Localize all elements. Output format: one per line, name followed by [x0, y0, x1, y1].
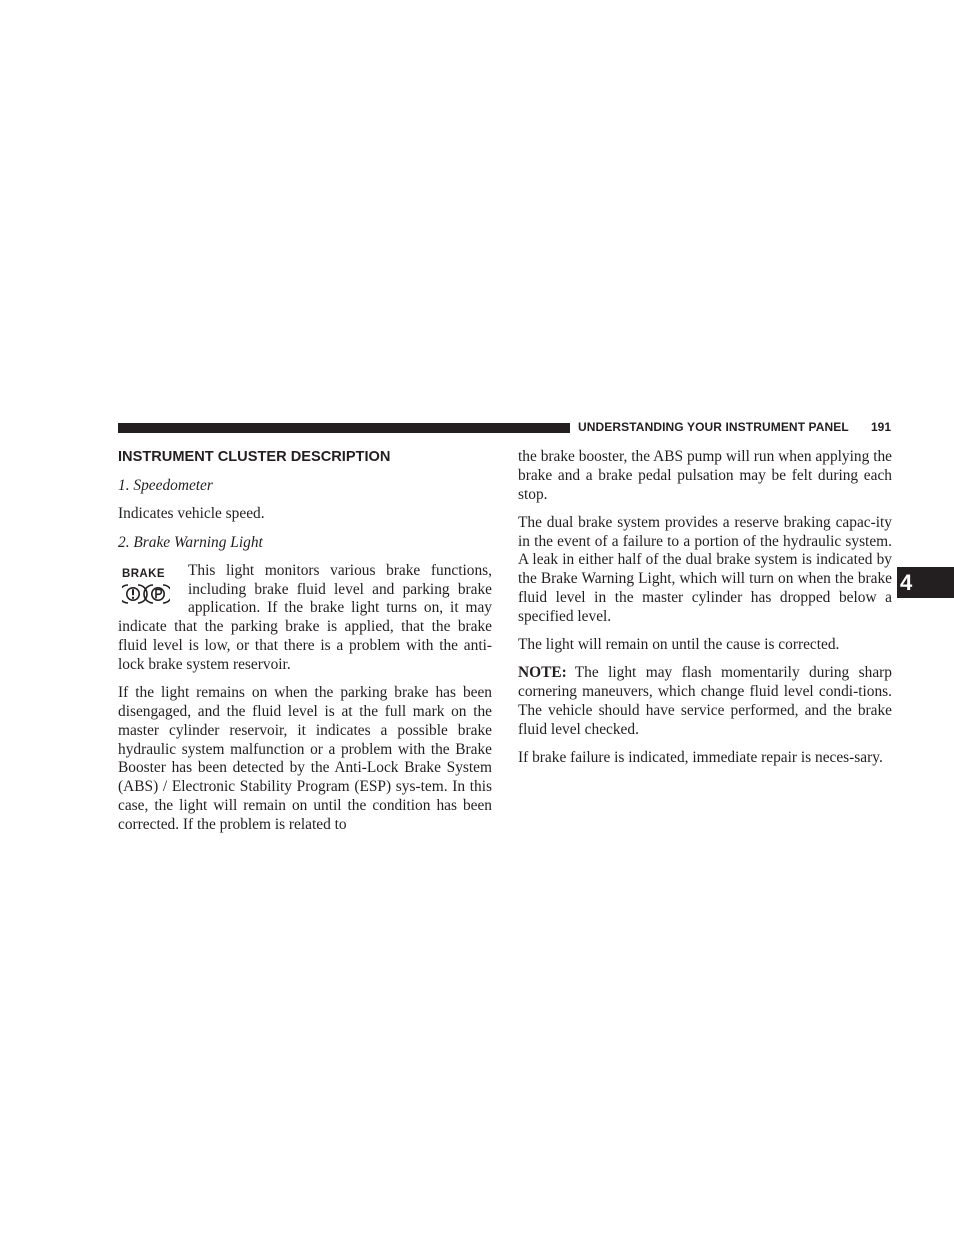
chapter-tab: 4 — [897, 567, 954, 598]
brake-light-paragraph-1: This light monitors various brake functions, including brake fluid level and parking brake application. If the brake light turns on, it may indicate that the parking brake is applied, that the brake fluid level is low, or that there is a problem with the anti-lock brake system reservoir. — [118, 561, 492, 673]
light-remains-paragraph: The light will remain on until the cause is corrected. — [518, 636, 840, 654]
note-text: The light may flash momentarily during sharp cornering maneuvers, which change fluid level condi-tions. The vehicle should have service performed, and the brake fluid level checked. — [518, 664, 892, 738]
brake-failure-paragraph: If brake failure is indicated, immediate repair is neces-sary. — [518, 749, 883, 767]
note-label: NOTE: — [518, 664, 567, 682]
brake-icon-label: BRAKE — [122, 567, 165, 580]
header-rule — [118, 423, 570, 433]
running-header-title: UNDERSTANDING YOUR INSTRUMENT PANEL — [578, 420, 849, 434]
brake-symbols-icon — [122, 583, 170, 605]
brake-booster-paragraph: the brake booster, the ABS pump will run when applying the brake and a brake pedal pulsation may be felt during each stop. — [518, 448, 892, 503]
section-heading: INSTRUMENT CLUSTER DESCRIPTION — [118, 449, 391, 465]
brake-light-description — [118, 562, 492, 675]
item-speedometer-text: Indicates vehicle speed. — [118, 505, 265, 523]
note-paragraph — [518, 664, 892, 739]
page-number: 191 — [871, 420, 892, 434]
brake-light-paragraph-2: If the light remains on when the parking brake has been disengaged, and the fluid level is at the full mark on the master cylinder reservoir, it indicates a possible brake hydraulic system malfunction or a problem with the Brake Booster has been detected by the Anti-Lock Brake System (ABS) / Electronic Stability Program (ESP) sys-tem. In this case, the light will remain on until the condition has been corrected. If the problem is related to — [118, 684, 492, 833]
parking-p-circle-icon — [144, 585, 170, 603]
left-column — [118, 448, 492, 844]
item-brake-light-title: 2. Brake Warning Light — [118, 533, 263, 551]
item-speedometer-title: 1. Speedometer — [118, 477, 213, 494]
right-column — [518, 448, 892, 777]
dual-brake-paragraph: The dual brake system provides a reserve braking capac-ity in the event of a failure to a portion of the hydraulic system. A leak in either half of the dual brake system is indicated by the Brake Warning Light, which will turn on when the brake fluid level in the master cylinder has dropped below a specified level. — [518, 513, 892, 625]
brake-warning-icon — [122, 568, 180, 610]
